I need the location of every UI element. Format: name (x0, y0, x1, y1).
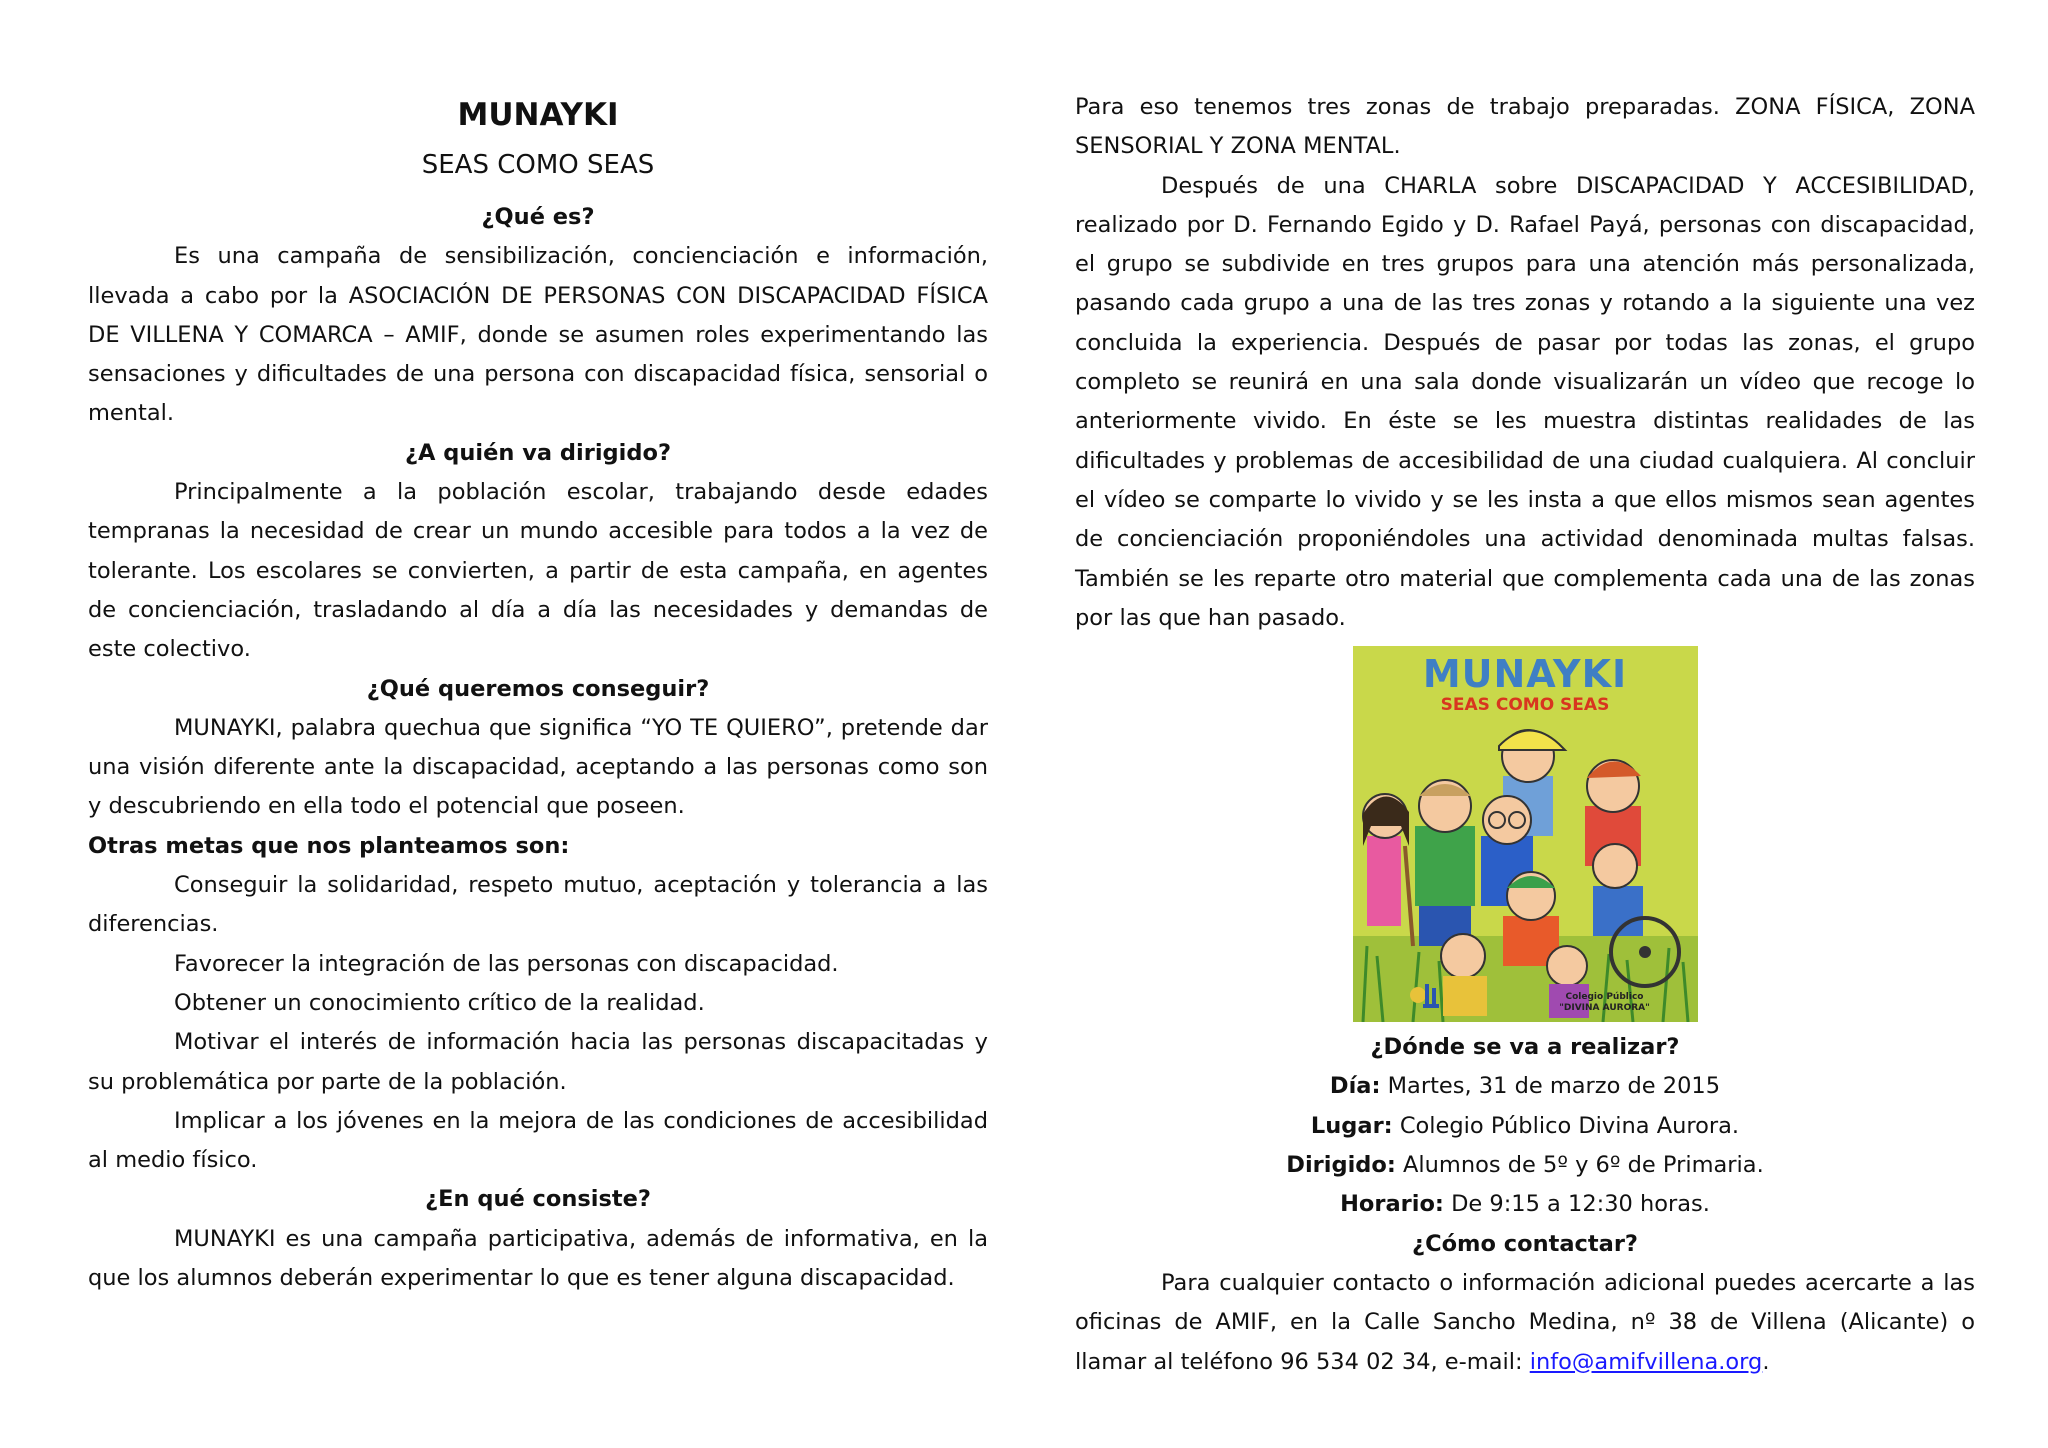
paragraph-zonas: Para eso tenemos tres zonas de trabajo preparadas. ZONA FÍSICA, ZONA SENSORIAL Y ZONA MENTAL. (1075, 94, 1975, 160)
heading-otras-metas: Otras metas que nos planteamos son: (88, 832, 570, 859)
paragraph-que-queremos: MUNAYKI, palabra quechua que significa “YO TE QUIERO”, pretende dar una visión diferente ante la discapacidad, aceptando a las personas como son y descubriendo en ella todo el potencial que poseen. (88, 714, 988, 820)
poster-title: MUNAYKI (1422, 652, 1628, 697)
info-day (1075, 1067, 1975, 1106)
paragraph-que-es: Es una campaña de sensibilización, concienciación e información, llevada a cabo por la ASOCIACIÓN DE PERSONAS CON DISCAPACIDAD FÍSICA DE VILLENA Y COMARCA – AMIF, donde se asumen roles experimentando las sensaciones y dificultades de una persona con discapacidad física, sensorial o mental. (88, 243, 988, 427)
heading-en-que-consiste: ¿En qué consiste? (425, 1186, 651, 1213)
time-label: Horario: (1340, 1191, 1444, 1218)
target-label: Dirigido: (1286, 1152, 1396, 1179)
info-time (1075, 1185, 1975, 1224)
day-label: Día: (1329, 1073, 1381, 1100)
document-title: MUNAYKI (457, 97, 619, 133)
goal-item: Implicar a los jóvenes en la mejora de las condiciones de accesibilidad al medio físico. (88, 1107, 988, 1174)
goal-item: Conseguir la solidaridad, respeto mutuo, aceptación y tolerancia a las diferencias. (88, 872, 988, 938)
amif-logo-icon (1409, 980, 1443, 1010)
paragraph-contacto (1075, 1264, 1975, 1382)
heading-que-es: ¿Qué es? (481, 204, 595, 230)
paragraph-a-quien: Principalmente a la población escolar, trabajando desde edades tempranas la necesidad de crear un mundo accesible para todos a la vez de tolerante. Los escolares se convierten, a partir de esta campaña, en agentes de concienciación, trasladando al día a día las necesidades y demandas de este colectivo. (88, 479, 988, 663)
poster-school-line1: Colegio Público (1565, 992, 1644, 1003)
goal-item: Favorecer la integración de las personas con discapacidad. (174, 950, 839, 977)
time-value: De 9:15 a 12:30 horas. (1451, 1191, 1710, 1218)
heading-a-quien: ¿A quién va dirigido? (405, 439, 671, 466)
campaign-poster-image (1353, 646, 1698, 1022)
children-illustration (1353, 716, 1698, 1022)
contact-text: Para cualquier contacto o información adicional puedes acercarte a las oficinas de AMIF, en la Calle Sancho Medina, nº 38 de Villena (Alicante) o llamar al teléfono 96 534 02 34, e-mail: (1075, 1269, 1975, 1375)
day-value: Martes, 31 de marzo de 2015 (1387, 1073, 1721, 1100)
place-label: Lugar: (1310, 1112, 1393, 1139)
poster-container (1075, 646, 1975, 1022)
email-link[interactable]: info@amifvillena.org (1529, 1348, 1763, 1375)
heading-contactar: ¿Cómo contactar? (1412, 1230, 1638, 1257)
heading-donde: ¿Dónde se va a realizar? (1370, 1034, 1680, 1061)
poster-subtitle: SEAS COMO SEAS (1440, 695, 1610, 716)
contact-end: . (1762, 1348, 1770, 1375)
poster-school-name (1530, 992, 1680, 1014)
place-value: Colegio Público Divina Aurora. (1399, 1112, 1740, 1139)
right-column (1075, 88, 1975, 1382)
document-subtitle: SEAS COMO SEAS (421, 150, 655, 180)
paragraph-en-que-consiste: MUNAYKI es una campaña participativa, además de informativa, en la que los alumnos deberán experimentar lo que es tener alguna discapacidad. (88, 1225, 988, 1292)
poster-school-line2: "DIVINA AURORA" (1559, 1003, 1650, 1014)
target-value: Alumnos de 5º y 6º de Primaria. (1403, 1152, 1764, 1179)
heading-que-queremos: ¿Qué queremos conseguir? (366, 675, 710, 702)
left-column (88, 88, 988, 1298)
goal-item: Motivar el interés de información hacia las personas discapacitadas y su problemática por parte de la población. (88, 1029, 988, 1095)
goal-item: Obtener un conocimiento crítico de la realidad. (174, 989, 705, 1016)
info-place (1075, 1107, 1975, 1146)
info-target (1075, 1146, 1975, 1185)
paragraph-charla: Después de una CHARLA sobre DISCAPACIDAD Y ACCESIBILIDAD, realizado por D. Fernando Egido y D. Rafael Payá, personas con discapacidad, el grupo se subdivide en tres grupos para una atención más personalizada, pasando cada grupo a una de las tres zonas y rotando a la siguiente una vez concluida la experiencia. Después de pasar por todas las zonas, el grupo completo se reunirá en una sala donde visualizarán un vídeo que recoge lo anteriormente vivido. En éste se les muestra distintas realidades de las dificultades y problemas de accesibilidad de una ciudad cualquiera. Al concluir el vídeo se comparte lo vivido y se les insta a que ellos mismos sean agentes de concienciación proponiéndoles una actividad denominada multas falsas. También se les reparte otro material que complementa cada una de las zonas por las que han pasado. (1075, 172, 1975, 631)
